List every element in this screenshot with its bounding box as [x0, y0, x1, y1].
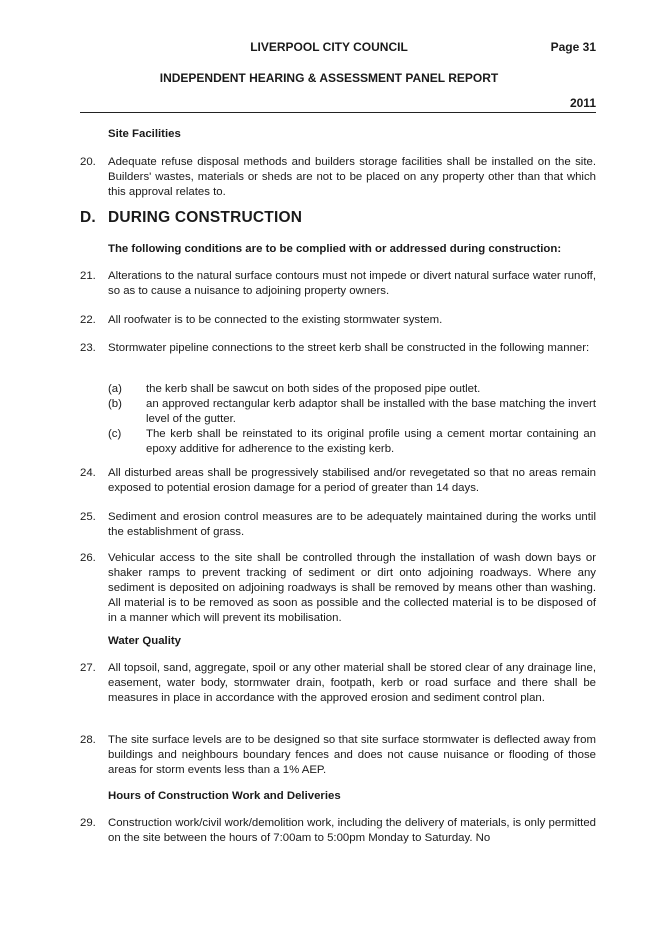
condition-number: 26. [80, 552, 96, 564]
hours-heading: Hours of Construction Work and Deliveries [108, 790, 341, 802]
condition-21 [80, 269, 596, 299]
condition-number: 25. [80, 511, 96, 523]
condition-number: 24. [80, 467, 96, 479]
sub-item-label: (a) [108, 383, 122, 395]
condition-26 [80, 551, 596, 626]
header-rule [80, 112, 596, 113]
condition-number: 22. [80, 314, 96, 326]
page-number: Page 31 [550, 40, 596, 54]
condition-text: The site surface levels are to be designed so that site surface stormwater is deflected away from buildings and neighbours boundary fences and does not cause nuisance or flooding of those areas for storm events less than a 1% AEP. [108, 734, 596, 776]
condition-22 [80, 313, 596, 328]
condition-text: All disturbed areas shall be progressively stabilised and/or revegetated so that no areas remain exposed to potential erosion damage for a period of greater than 14 days. [108, 467, 596, 494]
condition-number: 23. [80, 342, 96, 354]
sub-item-b [108, 397, 596, 427]
condition-23 [80, 341, 596, 356]
condition-text: All topsoil, sand, aggregate, spoil or any other material shall be stored clear of any drainage line, easement, water body, stormwater drain, footpath, kerb or road surface and there shall be measures in place in accordance with the approved erosion and sediment control plan. [108, 662, 596, 704]
condition-text: Vehicular access to the site shall be controlled through the installation of wash down bays or shaker ramps to prevent tracking of sediment or dirt onto adjoining roadways. Where any sediment is deposited on adjoining roadways is shall be removed by means other than washing. All material is to be removed as soon as possible and the collected material is to be disposed of in a manner which will prevent its mobilisation. [108, 552, 596, 624]
sub-item-a [108, 382, 596, 397]
sub-item-text: an approved rectangular kerb adaptor shall be installed with the base matching the invert level of the gutter. [146, 398, 596, 425]
council-name: LIVERPOOL CITY COUNCIL [250, 40, 408, 54]
sub-item-label: (b) [108, 398, 122, 410]
water-quality-heading: Water Quality [108, 635, 181, 647]
condition-number: 21. [80, 270, 96, 282]
condition-text: Adequate refuse disposal methods and builders storage facilities shall be installed on the site. Builders' wastes, materials or sheds are not to be placed on any property other than that which this approval relates to. [108, 156, 596, 198]
report-title: INDEPENDENT HEARING & ASSESSMENT PANEL REPORT [159, 71, 499, 85]
condition-27 [80, 661, 596, 706]
condition-28 [80, 733, 596, 778]
condition-24 [80, 466, 596, 496]
section-title: DURING CONSTRUCTION [108, 209, 303, 226]
condition-29 [80, 816, 596, 846]
sub-item-text: the kerb shall be sawcut on both sides of the proposed pipe outlet. [146, 383, 481, 395]
condition-text: Alterations to the natural surface contours must not impede or divert natural surface water runoff, so as to cause a nuisance to adjoining property owners. [108, 270, 596, 297]
condition-text: All roofwater is to be connected to the existing stormwater system. [108, 314, 443, 326]
condition-20 [80, 155, 596, 200]
condition-25 [80, 510, 596, 540]
report-year: 2011 [569, 96, 596, 110]
condition-number: 27. [80, 662, 96, 674]
sub-item-text: The kerb shall be reinstated to its original profile using a cement mortar containing an epoxy additive for adherence to the existing kerb. [146, 428, 596, 455]
section-d-intro: The following conditions are to be complied with or addressed during construction: [108, 243, 562, 255]
sub-item-c [108, 427, 596, 457]
condition-number: 29. [80, 817, 96, 829]
section-letter: D. [80, 209, 96, 226]
condition-23-sublist [108, 382, 596, 457]
condition-text: Stormwater pipeline connections to the street kerb shall be constructed in the following manner: [108, 342, 590, 354]
condition-text: Sediment and erosion control measures are to be adequately maintained during the works until the establishment of grass. [108, 511, 596, 538]
condition-number: 28. [80, 734, 96, 746]
condition-number: 20. [80, 156, 96, 168]
site-facilities-heading: Site Facilities [108, 128, 181, 140]
section-d-heading [80, 210, 302, 225]
condition-text: Construction work/civil work/demolition work, including the delivery of materials, is only permitted on the site between the hours of 7:00am to 5:00pm Monday to Saturday. No [108, 817, 596, 844]
sub-item-label: (c) [108, 428, 122, 440]
